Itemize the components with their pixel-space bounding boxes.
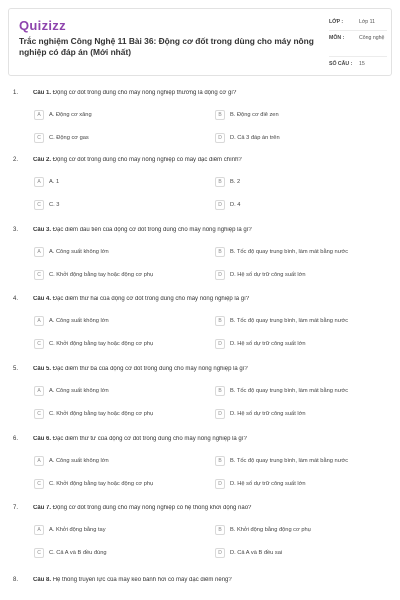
question-number: 4. [13, 296, 19, 302]
quizizz-logo[interactable]: Quizizz [19, 18, 66, 33]
document-title: Trắc nghiệm Công Nghệ 11 Bài 36: Động cơ đốt trong dùng cho máy nông nghiệp có đáp án (Mới nhất) [19, 36, 314, 57]
answer-option-b[interactable] [215, 110, 279, 120]
answer-option-b[interactable] [215, 247, 348, 257]
question-label: Câu 4. [33, 296, 52, 302]
question-number: 5. [13, 366, 19, 372]
option-letter-box: C [34, 409, 44, 419]
option-text: D. Cả A và B đều sai [230, 550, 283, 556]
question-body: Đặc điểm thứ ba của động cơ đốt trong dùng cho máy nông nghiệp là gì? [52, 366, 248, 372]
question-body: Động cơ đốt trong dùng cho máy nông nghiệp có hệ thống khởi động nào? [52, 505, 252, 511]
question-label: Câu 3. [33, 227, 52, 233]
option-text: D. Hệ số dự trữ công suất lớn [230, 341, 306, 347]
meta-subject [329, 31, 387, 57]
answer-option-d[interactable] [215, 548, 282, 558]
option-letter-box: C [34, 270, 44, 280]
question-text [33, 366, 388, 372]
option-text: B. Tốc độ quay trung bình, làm mát bằng nước [230, 318, 349, 324]
question-number: 2. [13, 157, 19, 163]
option-text: C. Khởi động bằng tay hoặc động cơ phụ [49, 411, 154, 417]
question-label: Câu 6. [33, 436, 52, 442]
option-text: C. Khởi động bằng tay hoặc động cơ phụ [49, 272, 154, 278]
option-letter-box: A [34, 247, 44, 257]
option-text: B. Khởi động bằng động cơ phụ [230, 527, 311, 533]
question-body: Động cơ đốt trong dùng cho máy nông nghiệp thường là động cơ gì? [52, 90, 237, 96]
answer-option-b[interactable] [215, 386, 348, 396]
answer-option-d[interactable] [215, 339, 306, 349]
answer-option-c[interactable] [34, 133, 89, 143]
option-text: B. Tốc độ quay trung bình, làm mát bằng nước [230, 388, 349, 394]
option-text: C. Khởi động bằng tay hoặc động cơ phụ [49, 341, 154, 347]
option-letter-box: D [215, 548, 225, 558]
meta-count [329, 57, 387, 73]
option-letter-box: D [215, 133, 225, 143]
option-text: B. Tốc độ quay trung bình, làm mát bằng nước [230, 249, 349, 255]
answer-option-a[interactable] [34, 247, 109, 257]
option-letter-box: B [215, 316, 225, 326]
option-text: A. Công suất không lớn [49, 318, 109, 324]
question-body: Đặc điểm thứ tư của động cơ đốt trong dùng cho máy nông nghiệp là gì? [52, 436, 247, 442]
answer-option-d[interactable] [215, 270, 306, 280]
option-letter-box: D [215, 200, 225, 210]
question-number: 1. [13, 90, 19, 96]
question-body: Đặc điểm thứ hai của động cơ đốt trong dùng cho máy nông nghiệp là gì? [52, 296, 250, 302]
question-body: Động cơ đốt trong dùng cho máy nông nghiệp có mấy đặc điểm chính? [52, 157, 242, 163]
option-text: D. Hệ số dự trữ công suất lớn [230, 272, 306, 278]
option-text: A. Công suất không lớn [49, 388, 109, 394]
option-text: A. 1 [49, 179, 60, 185]
answer-option-d[interactable] [215, 200, 240, 210]
option-text: B. Động cơ điê zen [230, 112, 279, 118]
option-text: A. Động cơ xăng [49, 112, 92, 118]
answer-option-d[interactable] [215, 133, 280, 143]
meta-count-label: SỐ CÂU : [329, 61, 353, 67]
answer-option-b[interactable] [215, 316, 348, 326]
meta-subject-label: MÔN : [329, 35, 345, 41]
option-letter-box: D [215, 479, 225, 489]
question-text [33, 227, 388, 233]
option-letter-box: A [34, 110, 44, 120]
question-number: 6. [13, 436, 19, 442]
option-letter-box: A [34, 456, 44, 466]
question-number: 3. [13, 227, 19, 233]
question-body: Đặc điểm đầu tiên của động cơ đốt trong dùng cho máy nông nghiệp là gì? [52, 227, 252, 233]
answer-option-c[interactable] [34, 200, 59, 210]
question-label: Câu 2. [33, 157, 52, 163]
option-text: C. Cả A và B đều đúng [49, 550, 107, 556]
option-letter-box: D [215, 270, 225, 280]
option-text: D. Hệ số dự trữ công suất lớn [230, 411, 306, 417]
meta-info [329, 15, 387, 73]
answer-option-b[interactable] [215, 525, 311, 535]
question-text [33, 90, 388, 96]
answer-option-a[interactable] [34, 456, 109, 466]
option-letter-box: C [34, 133, 44, 143]
answer-option-c[interactable] [34, 548, 107, 558]
question-label: Câu 7. [33, 505, 52, 511]
option-text: D. Hệ số dự trữ công suất lớn [230, 481, 306, 487]
option-text: A. Khởi động bằng tay [49, 527, 106, 533]
option-letter-box: B [215, 110, 225, 120]
answer-option-c[interactable] [34, 409, 153, 419]
meta-count-value: 15 [359, 61, 365, 67]
answer-option-b[interactable] [215, 456, 348, 466]
option-letter-box: C [34, 548, 44, 558]
meta-class-label: LỚP : [329, 19, 344, 25]
question-text [33, 577, 388, 583]
question-text [33, 436, 388, 442]
meta-subject-value: Công nghệ [359, 35, 385, 41]
meta-class-value: Lớp 11 [359, 19, 375, 25]
option-letter-box: D [215, 339, 225, 349]
question-label: Câu 8. [33, 577, 52, 583]
answer-option-a[interactable] [34, 386, 109, 396]
answer-option-d[interactable] [215, 479, 306, 489]
question-label: Câu 5. [33, 366, 52, 372]
answer-option-d[interactable] [215, 409, 306, 419]
answer-option-c[interactable] [34, 479, 153, 489]
option-letter-box: A [34, 177, 44, 187]
question-text [33, 505, 388, 511]
option-text: B. Tốc độ quay trung bình, làm mát bằng nước [230, 458, 349, 464]
option-letter-box: B [215, 456, 225, 466]
option-text: A. Công suất không lớn [49, 249, 109, 255]
option-letter-box: A [34, 525, 44, 535]
option-letter-box: C [34, 200, 44, 210]
option-letter-box: A [34, 316, 44, 326]
meta-class [329, 15, 387, 31]
option-letter-box: B [215, 525, 225, 535]
question-number: 8. [13, 577, 19, 583]
document-header [8, 8, 392, 76]
answer-option-a[interactable] [34, 525, 106, 535]
answer-option-a[interactable] [34, 316, 109, 326]
option-text: A. Công suất không lớn [49, 458, 109, 464]
question-text [33, 157, 388, 163]
question-label: Câu 1. [33, 90, 52, 96]
answer-option-c[interactable] [34, 339, 153, 349]
option-text: C. 3 [49, 202, 60, 208]
answer-option-c[interactable] [34, 270, 153, 280]
option-letter-box: D [215, 409, 225, 419]
answer-option-b[interactable] [215, 177, 240, 187]
question-text [33, 296, 388, 302]
option-letter-box: B [215, 386, 225, 396]
option-text: C. Khởi động bằng tay hoặc động cơ phụ [49, 481, 154, 487]
answer-option-a[interactable] [34, 177, 59, 187]
option-letter-box: A [34, 386, 44, 396]
option-letter-box: B [215, 247, 225, 257]
option-text: D. Cả 3 đáp án trên [230, 135, 280, 141]
question-body: Hệ thống truyền lực của máy kéo bánh hơi có mấy đặc điểm riêng? [52, 577, 232, 583]
option-text: B. 2 [230, 179, 241, 185]
option-letter-box: C [34, 479, 44, 489]
question-number: 7. [13, 505, 19, 511]
option-letter-box: B [215, 177, 225, 187]
option-letter-box: C [34, 339, 44, 349]
answer-option-a[interactable] [34, 110, 92, 120]
option-text: D. 4 [230, 202, 241, 208]
option-text: C. Động cơ gas [49, 135, 89, 141]
